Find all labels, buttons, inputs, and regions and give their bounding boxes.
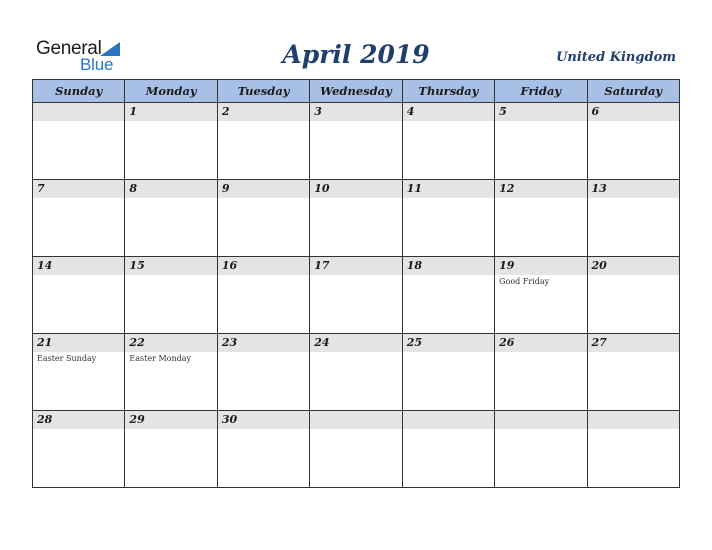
day-header-bar <box>495 103 586 121</box>
holiday-label <box>33 121 124 125</box>
day-header-bar <box>218 334 309 352</box>
day-number: 16 <box>221 259 238 272</box>
day-header-bar <box>33 411 124 429</box>
weekday-header: Monday <box>125 80 217 103</box>
day-header-bar <box>588 180 679 198</box>
day-number: 18 <box>406 259 422 272</box>
day-header-bar <box>125 180 216 198</box>
day-header-bar <box>310 334 401 352</box>
holiday-label <box>33 198 124 202</box>
day-header-bar <box>125 334 216 352</box>
day-cell <box>495 103 587 180</box>
day-header-bar <box>495 411 586 429</box>
day-header-bar <box>403 411 494 429</box>
day-cell <box>587 334 679 411</box>
day-header-bar <box>495 257 586 275</box>
day-number: 29 <box>129 413 145 426</box>
calendar-grid <box>32 79 680 488</box>
holiday-label <box>125 198 216 202</box>
day-header-bar <box>218 411 309 429</box>
day-cell <box>310 411 402 488</box>
holiday-label <box>495 198 586 202</box>
day-number: 23 <box>221 336 238 349</box>
day-cell <box>402 257 494 334</box>
day-number: 4 <box>406 105 415 118</box>
holiday-label <box>218 121 309 125</box>
day-header-bar <box>33 334 124 352</box>
weekday-header: Friday <box>495 80 587 103</box>
holiday-label <box>495 121 586 125</box>
day-number: 21 <box>37 336 53 349</box>
generalblue-logo <box>36 38 126 74</box>
holiday-label <box>310 121 401 125</box>
holiday-label <box>310 275 401 279</box>
day-header-bar <box>588 257 679 275</box>
day-header-bar <box>310 257 401 275</box>
holiday-label <box>588 352 679 356</box>
holiday-label <box>310 198 401 202</box>
day-cell <box>495 257 587 334</box>
day-header-bar <box>310 103 401 121</box>
day-number: 14 <box>37 259 53 272</box>
day-number: 30 <box>221 413 238 426</box>
day-cell <box>402 334 494 411</box>
holiday-label <box>33 429 124 433</box>
holiday-label <box>310 429 401 433</box>
holiday-label <box>588 198 679 202</box>
day-header-bar <box>588 334 679 352</box>
day-number: 5 <box>499 105 507 118</box>
day-cell <box>402 411 494 488</box>
day-number: 25 <box>406 336 422 349</box>
logo-triangle-icon <box>100 42 120 56</box>
day-header-bar <box>495 334 586 352</box>
day-cell <box>587 103 679 180</box>
day-header-bar <box>403 180 494 198</box>
day-number: 10 <box>314 182 330 195</box>
logo-general-text: General <box>36 38 102 59</box>
day-header-bar <box>588 411 679 429</box>
holiday-label <box>218 352 309 356</box>
day-number: 1 <box>129 105 138 118</box>
day-cell <box>402 103 494 180</box>
day-cell <box>33 103 125 180</box>
day-cell <box>125 103 217 180</box>
day-header-bar <box>588 103 679 121</box>
day-cell <box>33 257 125 334</box>
day-cell <box>587 180 679 257</box>
day-number: 28 <box>37 413 53 426</box>
day-cell <box>125 334 217 411</box>
day-number: 12 <box>499 182 515 195</box>
day-number: 17 <box>314 259 330 272</box>
day-header-bar <box>403 103 494 121</box>
holiday-label: Easter Monday <box>129 354 192 363</box>
day-cell <box>310 103 402 180</box>
day-header-bar <box>403 257 494 275</box>
day-cell <box>402 180 494 257</box>
day-cell <box>33 180 125 257</box>
day-cell <box>495 334 587 411</box>
day-header-bar <box>125 411 216 429</box>
day-number: 3 <box>314 105 322 118</box>
holiday-label <box>218 198 309 202</box>
day-number: 6 <box>591 105 600 118</box>
day-cell <box>217 257 309 334</box>
day-header-bar <box>33 103 124 121</box>
holiday-label <box>495 429 586 433</box>
day-header-bar <box>125 257 216 275</box>
day-header-bar <box>310 180 401 198</box>
holiday-label <box>588 121 679 125</box>
holiday-label <box>403 429 494 433</box>
day-cell <box>310 334 402 411</box>
holiday-label <box>310 352 401 356</box>
day-number: 26 <box>499 336 515 349</box>
week-row <box>33 411 680 488</box>
day-header-bar <box>403 334 494 352</box>
day-number: 2 <box>221 105 230 118</box>
week-row <box>33 257 680 334</box>
holiday-label <box>495 352 586 356</box>
week-row <box>33 103 680 180</box>
holiday-label <box>33 275 124 279</box>
holiday-label <box>588 429 679 433</box>
day-number: 22 <box>129 336 145 349</box>
holiday-label <box>403 198 494 202</box>
day-number: 15 <box>129 259 145 272</box>
holiday-label <box>403 121 494 125</box>
day-cell <box>495 411 587 488</box>
day-cell <box>125 180 217 257</box>
holiday-label <box>403 275 494 279</box>
country-label: United Kingdom <box>556 50 676 65</box>
day-number: 11 <box>406 182 422 195</box>
day-number: 7 <box>37 182 45 195</box>
weekday-header: Saturday <box>587 80 679 103</box>
week-row <box>33 180 680 257</box>
day-cell <box>33 334 125 411</box>
day-cell <box>217 180 309 257</box>
day-header-bar <box>33 257 124 275</box>
day-cell <box>310 257 402 334</box>
day-number: 8 <box>129 182 138 195</box>
day-cell <box>587 257 679 334</box>
weekday-header: Sunday <box>33 80 125 103</box>
day-cell <box>495 180 587 257</box>
day-header-bar <box>310 411 401 429</box>
day-number: 13 <box>591 182 607 195</box>
holiday-label: Good Friday <box>499 277 550 286</box>
day-number: 9 <box>221 182 230 195</box>
holiday-label <box>218 429 309 433</box>
holiday-label <box>218 275 309 279</box>
holiday-label <box>588 275 679 279</box>
day-number: 19 <box>499 259 515 272</box>
day-cell <box>217 411 309 488</box>
holiday-label <box>403 352 494 356</box>
day-header-bar <box>495 180 586 198</box>
day-header-bar <box>218 180 309 198</box>
calendar-title: April 2019 <box>282 40 430 69</box>
weekday-header: Thursday <box>402 80 494 103</box>
day-cell <box>125 411 217 488</box>
weekday-header-row <box>33 80 680 103</box>
day-cell <box>33 411 125 488</box>
day-header-bar <box>125 103 216 121</box>
holiday-label: Easter Sunday <box>37 354 97 363</box>
day-cell <box>587 411 679 488</box>
day-number: 27 <box>591 336 607 349</box>
logo-blue-text: Blue <box>80 55 114 74</box>
holiday-label <box>125 121 216 125</box>
day-number: 20 <box>591 259 607 272</box>
day-cell <box>217 334 309 411</box>
day-cell <box>310 180 402 257</box>
day-header-bar <box>33 180 124 198</box>
day-cell <box>217 103 309 180</box>
week-row <box>33 334 680 411</box>
day-cell <box>125 257 217 334</box>
holiday-label <box>125 429 216 433</box>
weekday-header: Wednesday <box>310 80 402 103</box>
holiday-label <box>125 275 216 279</box>
day-number: 24 <box>314 336 330 349</box>
weekday-header: Tuesday <box>217 80 309 103</box>
day-header-bar <box>218 103 309 121</box>
day-header-bar <box>218 257 309 275</box>
